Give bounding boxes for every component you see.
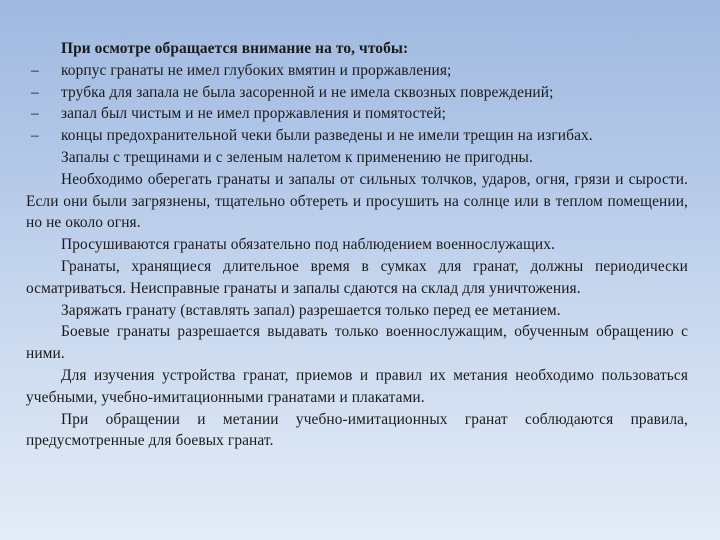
list-item [26,60,688,82]
list-marker: – [31,127,39,145]
section-heading: При осмотре обращается внимание на то, чтобы: [61,40,409,57]
list-item [26,125,688,147]
paragraph: Боевые гранаты разрешается выдавать только военнослужащим, обученным обращению с ними. [26,323,688,363]
paragraph: Для изучения устройства гранат, приемов и правил их метания необходимо пользоваться учебными, учебно-имитационными гранатами и плакатами. [26,366,688,406]
list-item-text: концы предохранительной чеки были разведены и не имели трещин на изгибах. [61,127,593,145]
inspection-list [26,60,688,147]
list-item [26,103,688,125]
list-marker: – [31,105,39,123]
list-item-text: трубка для запала не была засоренной и не имела сквозных повреждений; [61,83,554,101]
list-marker: – [31,83,39,101]
paragraph: Заряжать гранату (вставлять запал) разрешается только перед ее метанием. [61,301,561,319]
list-item-text: запал был чистым и не имел проржавления и помятостей; [61,105,447,123]
document-body [26,38,688,452]
list-item-text: корпус гранаты не имел глубоких вмятин и проржавления; [61,61,452,79]
paragraph: Запалы с трещинами и с зеленым налетом к применению не пригодны. [61,148,533,166]
paragraph: Необходимо оберегать гранаты и запалы от сильных толчков, ударов, огня, грязи и сырости. Если они были загрязнены, тщательно обтереть и просушить на солнце или в теплом помещении, но не около огня. [26,170,688,232]
paragraph: При обращении и метании учебно-имитационных гранат соблюдаются правила, предусмотренные для боевых гранат. [26,410,688,450]
list-item [26,82,688,104]
paragraph: Гранаты, хранящиеся длительное время в сумках для гранат, должны периодически осматриваться. Неисправные гранаты и запалы сдаются на склад для уничтожения. [26,257,688,297]
list-marker: – [31,61,39,79]
paragraph: Просушиваются гранаты обязательно под наблюдением военнослужащих. [61,236,556,254]
